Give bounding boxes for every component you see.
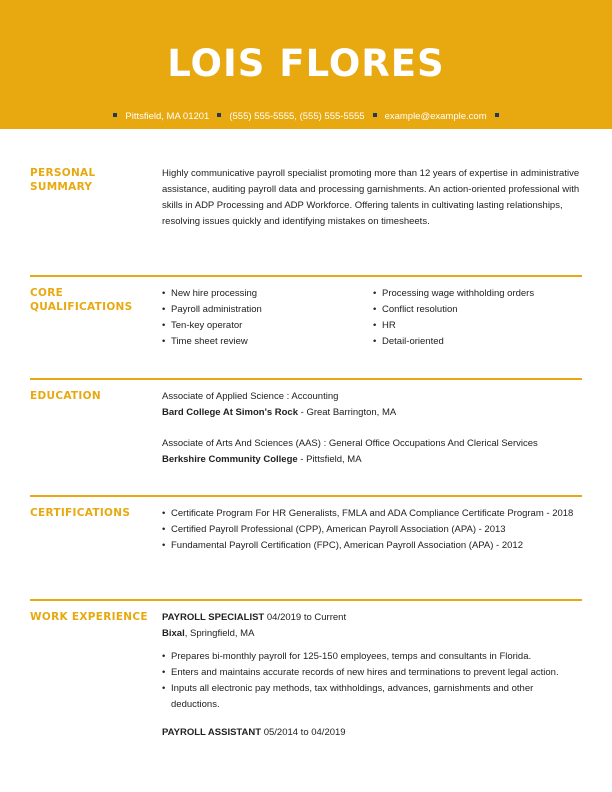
resume-header [0,0,612,129]
contact-line [0,110,612,123]
education-degree: Associate of Arts And Sciences (AAS) : General Office Occupations And Clerical Services [162,438,538,449]
work-experience-section [30,610,582,780]
job-title-line [162,725,582,741]
job-dates: 05/2014 to 04/2019 [261,727,346,738]
job-bullet: • Inputs all electronic pay methods, tax withholdings, advances, garnishments and other deductions. [162,681,582,713]
certifications-section [30,506,582,576]
qualification-item: • HR [373,318,573,334]
square-bullet-icon [373,113,377,117]
job-role: PAYROLL ASSISTANT [162,727,262,738]
section-divider [30,599,582,601]
certifications-body [162,506,582,554]
section-divider [30,378,582,380]
education-location: - Pittsfield, MA [297,454,362,465]
section-title-experience: WORK EXPERIENCE [30,611,148,623]
education-school-line [162,405,582,421]
qualification-item: • Payroll administration [162,302,362,318]
section-divider [30,275,582,277]
section-title-qualifications: CORE QUALIFICATIONS [30,287,133,313]
education-degree: Associate of Applied Science : Accounting [162,391,339,402]
summary-text: Highly communicative payroll specialist promoting more than 12 years of expertise in administrative assistance, auditing payroll data and processing garnishments. An action-oriented professional with skills in ADP Processing and ADP Workforce. Offering talents in cultivating lasting relationships, resolving issues quickly and identifying mistakes on timesheets. [162,168,580,227]
job-role: PAYROLL SPECIALIST [162,612,265,623]
section-divider [30,495,582,497]
section-title-summary: PERSONAL SUMMARY [30,167,96,193]
certification-item: • Certified Payroll Professional (CPP), American Payroll Association (APA) - 2013 [162,522,582,538]
job-entry [162,610,582,713]
qualification-item: • Ten-key operator [162,318,362,334]
section-title-certifications: CERTIFICATIONS [30,507,131,519]
qualification-item: • Conflict resolution [373,302,573,318]
contact-phones: (555) 555-5555, (555) 555-5555 [229,111,365,122]
candidate-name: LOIS FLORES [167,42,445,85]
job-entry [162,725,582,741]
square-bullet-icon [495,113,499,117]
education-section [30,389,582,474]
certification-item: • Fundamental Payroll Certification (FPC), American Payroll Association (APA) - 2012 [162,538,582,554]
education-entry [162,389,582,421]
job-dates: 04/2019 to Current [264,612,347,623]
education-school-line [162,452,582,468]
section-title-education: EDUCATION [30,390,101,402]
square-bullet-icon [217,113,221,117]
education-body [162,389,582,483]
job-company-line [162,626,582,642]
core-qualifications-section [30,286,582,356]
job-company: Bixal [162,628,185,639]
certification-item: • Certificate Program For HR Generalists, FMLA and ADA Compliance Certificate Program - 2018 [162,506,582,522]
job-location: , Springfield, MA [184,628,255,639]
education-location: - Great Barrington, MA [298,407,397,418]
qualification-item: • Processing wage withholding orders [373,286,573,302]
job-bullet: • Prepares bi-monthly payroll for 125-150 employees, temps and consultants in Florida. [162,649,582,665]
experience-body [162,610,582,741]
education-school: Berkshire Community College [162,454,298,465]
contact-location: Pittsfield, MA 01201 [125,111,210,122]
qualification-item: • Detail-oriented [373,334,573,350]
qualification-item: • Time sheet review [162,334,362,350]
square-bullet-icon [113,113,117,117]
qualifications-left-column [162,286,362,350]
qualification-item: • New hire processing [162,286,362,302]
education-entry [162,436,582,468]
contact-email[interactable]: example@example.com [384,111,487,122]
job-bullet: • Enters and maintains accurate records of new hires and terminations to prevent legal action. [162,665,582,681]
personal-summary-section [30,166,582,256]
job-title-line [162,610,582,626]
qualifications-right-column [373,286,573,350]
education-school: Bard College At Simon's Rock [162,407,298,418]
